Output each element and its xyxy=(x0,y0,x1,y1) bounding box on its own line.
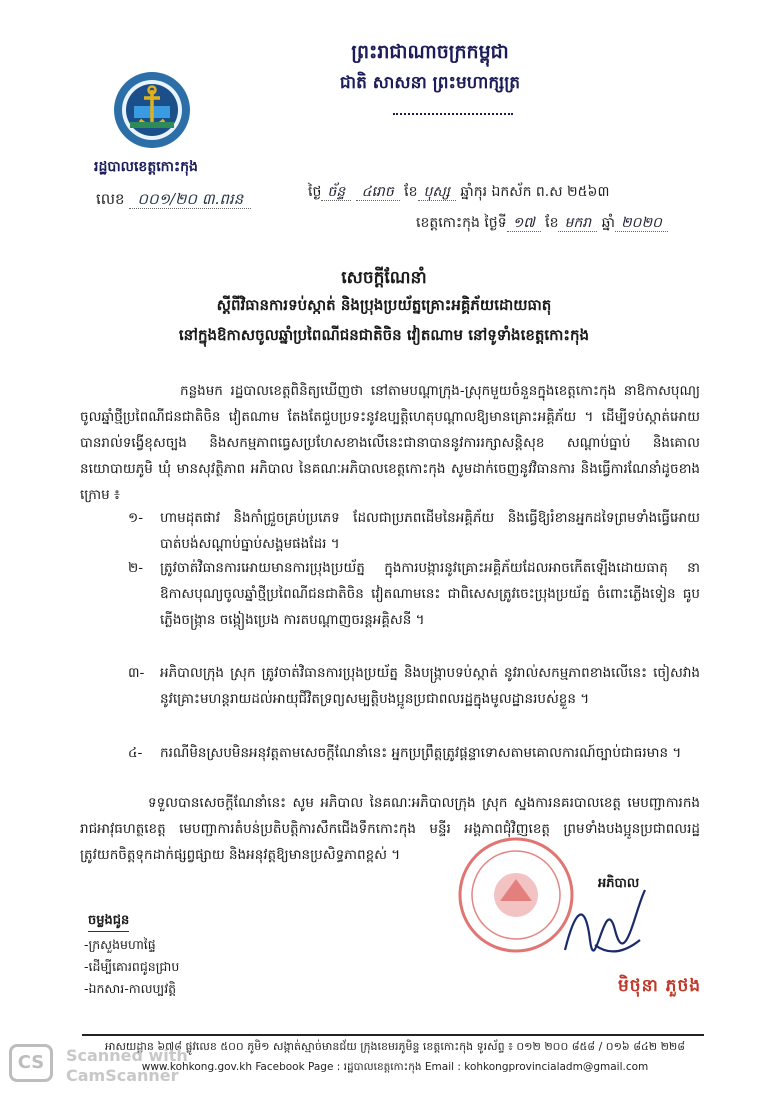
cc-item: -ឯកសារ-កាលប្បវត្តិ xyxy=(84,981,177,996)
list-item-text: ករណីមិនស្របមិនអនុវត្តតាមសេចក្តីណែនាំនេះ អ្នកប្រព្រឹត្តត្រូវផ្តន្ទាទោសតាមគោលការណ៍ច្បាប់ជាធរមាន ។ xyxy=(160,745,682,761)
kingdom-heading: ព្រះរាជាណាចក្រកម្ពុជា xyxy=(351,41,509,63)
camscanner-logo-icon: CS xyxy=(9,1044,53,1082)
camscanner-watermark xyxy=(66,1046,188,1086)
subject-line-2: នៅក្នុងឱកាសចូលឆ្នាំប្រពៃណីជនជាតិចិន វៀតណាម នៅទូទាំងខេត្តកោះកុង xyxy=(178,326,590,344)
list-item-text: ហាមដុតផាវ និងកាំជ្រួចគ្រប់ប្រភេទ ដែលជាប្រភពដើមនៃអគ្គិភ័យ និងធ្វើឱ្យរំខានអ្នកដទៃព្រមទាំងធ្វើអោយបាត់បង់សណ្តាប់ធ្នាប់សង្គមផងដែរ ។ xyxy=(160,510,700,552)
cc-label: ចម្លងជូន xyxy=(88,912,129,932)
list-item-number: ៤- xyxy=(128,745,143,761)
reference-number xyxy=(96,190,251,212)
lunar-year: ឆ្នាំកុរ ឯកស័ក ព.ស ២៥៦៣ xyxy=(460,184,610,200)
footer-divider xyxy=(82,1034,704,1036)
lunar-date xyxy=(308,182,609,203)
gregorian-date-prefix: ខេត្តកោះកុង ថ្ងៃទី xyxy=(416,215,507,231)
signer-name: មិថុនា ភួថង xyxy=(618,976,702,996)
list-item-number: ១- xyxy=(128,510,144,526)
reference-prefix: លេខ xyxy=(96,190,125,208)
signer-title: អភិបាល xyxy=(598,876,640,891)
cc-list xyxy=(84,934,179,1000)
list-item xyxy=(128,505,700,557)
watermark-line-2: CamScanner xyxy=(66,1066,179,1085)
gregorian-day: ១៧ xyxy=(507,215,541,232)
document-type-title: សេចក្តីណែនាំ xyxy=(341,268,427,288)
footer-address: អាសយដ្ឋាន ៦៧៨ ផ្លូវលេខ ៥០០ ភូមិ១ សង្កាត់ស្មាច់មានជ័យ ក្រុងខេមរភូមិន្ទ ខេត្តកោះកុង ទូរស័ព្ទ ៖ ០១២ ២០០ ៨៥៨ / ០១៦ ៨៤២ ២២៨ xyxy=(104,1040,686,1053)
closing-paragraph: ទទួលបានសេចក្តីណែនាំនេះ សូម អភិបាល នៃគណៈអភិបាលក្រុង ស្រុក ស្នងការនគរបាលខេត្ត មេបញ្ជាការកងរាជអាវុធហត្ថខេត្ត មេបញ្ជាការតំបន់ប្រតិបត្តិការសឹកជើងទឹកកោះកុង មន្ទីរ អង្គភាពជុំវិញខេត្ត ព្រមទាំងបងប្អូនប្រជាពលរដ្ឋត្រូវយកចិត្តទុកដាក់ផ្សព្វផ្សាយ និងអនុវត្តឱ្យមានប្រសិទ្ធភាពខ្ពស់ ។ xyxy=(80,795,700,863)
list-item-text: ត្រូវចាត់វិធានការអោយមានការប្រុងប្រយ័ត្ន ក្នុងការបង្ការនូវគ្រោះអគ្គិភ័យដែលអាចកើតឡើងដោយធាតុ នាឱកាសបុណ្យចូលឆ្នាំថ្មីប្រពៃណីជនជាតិចិន វៀតណាមនេះ ជាពិសេសត្រូវចេះប្រុងប្រយ័ត្ន ចំពោះភ្លើងទៀន ធូប ភ្លើងចង្ក្រាន ចង្កៀងប្រេង ការតបណ្តាញចរន្តអគ្គិសនី ។ xyxy=(160,560,700,628)
provincial-seal-logo xyxy=(112,70,192,150)
lunar-month: បុស្ស xyxy=(418,184,456,201)
national-motto: ជាតិ សាសនា ព្រះមហាក្សត្រ xyxy=(339,73,521,93)
footer-contact: www.kohkong.gov.kh Facebook Page : រដ្ឋបាលខេត្តកោះកុង Email : kohkongprovincialadm@gmail.com xyxy=(141,1061,649,1073)
intro-paragraph: កន្លងមក រដ្ឋបាលខេត្តពិនិត្យឃើញថា នៅតាមបណ្តាក្រុង-ស្រុកមួយចំនួនក្នុងខេត្តកោះកុង នាឱកាសបុណ្យចូលឆ្នាំថ្មីប្រពៃណីជនជាតិចិន វៀតណាម តែងតែជួបប្រទះនូវឧប្បត្តិហេតុបណ្តាលឱ្យមានគ្រោះអគ្គិភ័យ ។ ដើម្បីទប់ស្កាត់អោយបានរាល់ទង្វើខុសច្បង និងសកម្មភាពធ្វេសប្រហែសខាងលើនេះជានាបាននូវការរក្សាសន្តិសុខ សណ្តាប់ធ្នាប់ និងគោលនយោបាយភូមិ ឃុំ មានសុវត្ថិភាព អភិបាល នៃគណៈអភិបាលខេត្តកោះកុង សូមដាក់ចេញនូវវិធានការ និងធ្វើការណែនាំដូចខាងក្រោម ៖ xyxy=(80,383,700,503)
subject-line-1: ស្តីពីវិធានការទប់ស្កាត់ និងប្រុងប្រយ័ត្នគ្រោះអគ្គិភ័យដោយធាតុ xyxy=(216,296,552,314)
watermark-line-1: Scanned with xyxy=(66,1046,188,1065)
list-item-text: អភិបាលក្រុង ស្រុក ត្រូវចាត់វិធានការប្រុងប្រយ័ត្ន និងបង្ក្រាបទប់ស្កាត់ នូវរាល់សកម្មភាពខាងលើនេះ ចៀសវាងនូវគ្រោះមហន្តរាយដល់អាយុជីវិតទ្រព្យសម្បត្តិបងប្អូនប្រជាពលរដ្ឋក្នុងមូលដ្ឋានរបស់ខ្លួន ។ xyxy=(160,665,700,707)
list-item xyxy=(128,660,700,712)
list-item-number: ៣- xyxy=(128,665,145,681)
cc-item: -ដើម្បីគោរពជូនជ្រាប xyxy=(84,959,180,974)
gregorian-year-label: ឆ្នាំ xyxy=(601,215,615,231)
cc-item: -ក្រសួងមហាផ្ទៃ xyxy=(84,937,156,952)
gregorian-year: ២០២០ xyxy=(615,215,668,232)
lunar-day: ច័ន្ទ xyxy=(321,184,351,201)
gregorian-date xyxy=(416,213,668,234)
lunar-month-label: ខែ xyxy=(404,184,418,200)
lunar-date-prefix: ថ្ងៃ xyxy=(308,184,322,200)
reference-value: ០០១/២០ ៣.ពរន xyxy=(129,190,251,209)
list-item xyxy=(128,555,700,633)
gregorian-month: មករា xyxy=(558,215,597,232)
list-item-number: ២- xyxy=(128,560,144,576)
gregorian-month-label: ខែ xyxy=(545,215,559,231)
list-item xyxy=(128,740,700,766)
motto-divider xyxy=(393,100,513,102)
administration-name: រដ្ឋបាលខេត្តកោះកុង xyxy=(94,159,198,175)
lunar-day-phase: ៤រោច xyxy=(356,184,400,201)
